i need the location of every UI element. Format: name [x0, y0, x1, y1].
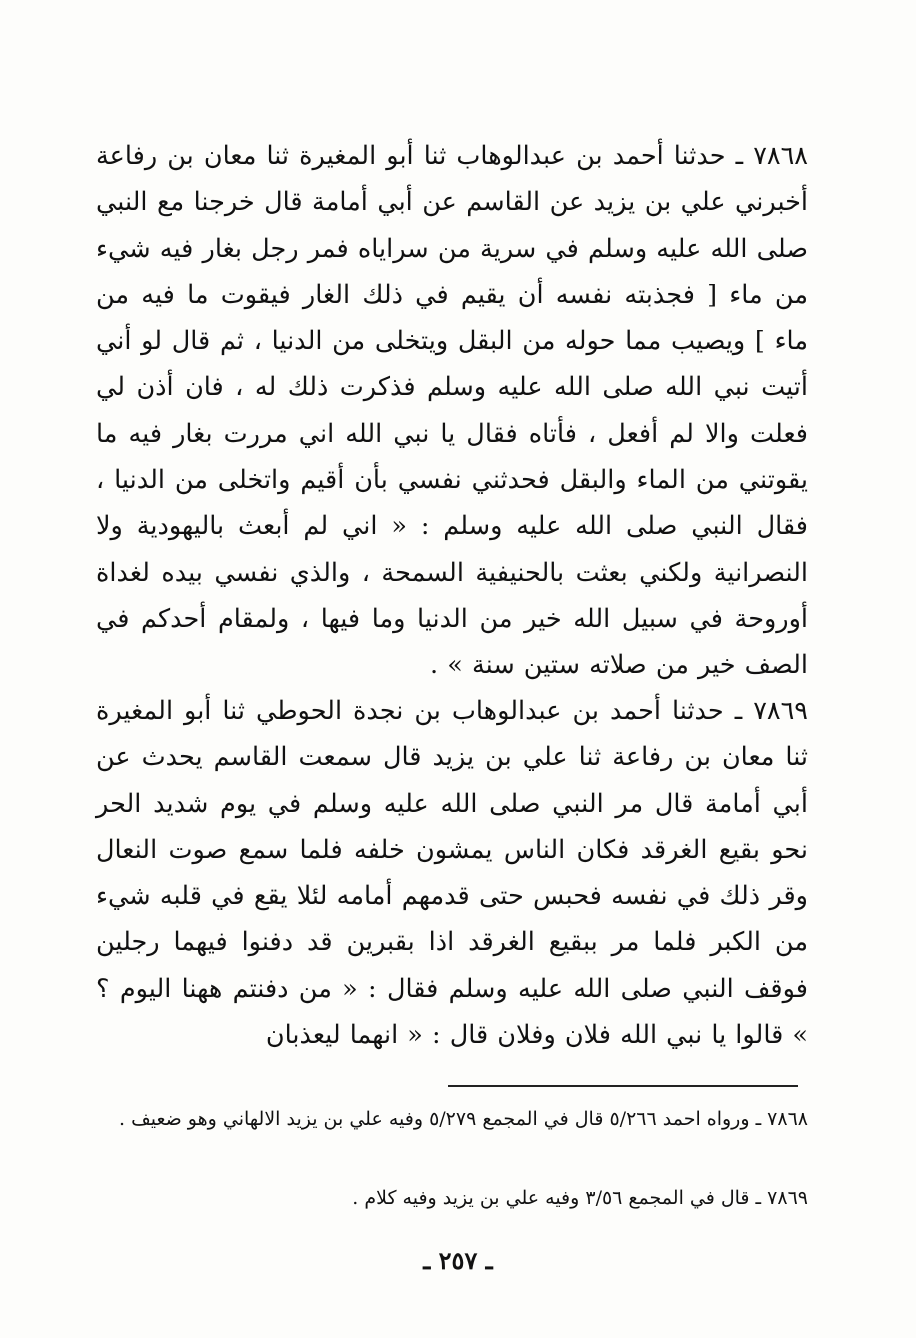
- footnote-divider: [448, 1085, 798, 1087]
- footnote-7868: ٧٨٦٨ ـ ورواه احمد ٥/٢٦٦ قال في المجمع ٥/٢٧٩ وفيه علي بن يزيد الالهاني وهو ضعيف .: [118, 1108, 808, 1130]
- hadith-7868-paragraph: ٧٨٦٨ ـ حدثنا أحمد بن عبدالوهاب ثنا أبو المغيرة ثنا معان بن رفاعة أخبرني علي بن يزيد عن القاسم عن أبي أمامة قال خرجنا مع النبي صلى الله عليه وسلم في سرية من سراياه فمر رجل بغار فيه شيء من ماء [ فجذبته نفسه أن يقيم في ذلك الغار فيقوت ما فيه من ماء ] ويصيب مما حوله من البقل ويتخلى من الدنيا ، ثم قال لو أني أتيت نبي الله صلى الله عليه وسلم فذكرت ذلك له ، فان أذن لي فعلت والا لم أفعل ، فأتاه فقال يا نبي الله اني مررت بغار فيه ما يقوتني من الماء والبقل فحدثني نفسي بأن أقيم واتخلى من الدنيا ، فقال النبي صلى الله عليه وسلم : « اني لم أبعث باليهودية ولا النصرانية ولكني بعثت بالحنيفية السمحة ، والذي نفسي بيده لغداة أوروحة في سبيل الله خير من الدنيا وما فيها ، ولمقام أحدكم في الصف خير من صلاته ستين سنة » .: [96, 141, 808, 681]
- footnote-7869: ٧٨٦٩ ـ قال في المجمع ٣/٥٦ وفيه علي بن يزيد وفيه كلام .: [352, 1187, 808, 1209]
- page-number: ـ ٢٥٧ ـ: [423, 1246, 493, 1275]
- hadith-7869-paragraph: ٧٨٦٩ ـ حدثنا أحمد بن عبدالوهاب بن نجدة الحوطي ثنا أبو المغيرة ثنا معان بن رفاعة ثنا علي بن يزيد قال سمعت القاسم يحدث عن أبي أمامة قال مر النبي صلى الله عليه وسلم في يوم شديد الحر نحو بقيع الغرقد فكان الناس يمشون خلفه فلما سمع صوت النعال وقر ذلك في نفسه فحبس حتى قدمهم أمامه لئلا يقع في قلبه شيء من الكبر فلما مر ببقيع الغرقد اذا بقبرين قد دفنوا فيهما رجلين فوقف النبي صلى الله عليه وسلم فقال : « من دفنتم ههنا اليوم ؟ » قالوا يا نبي الله فلان وفلان قال : « انهما ليعذبان: [96, 696, 808, 1051]
